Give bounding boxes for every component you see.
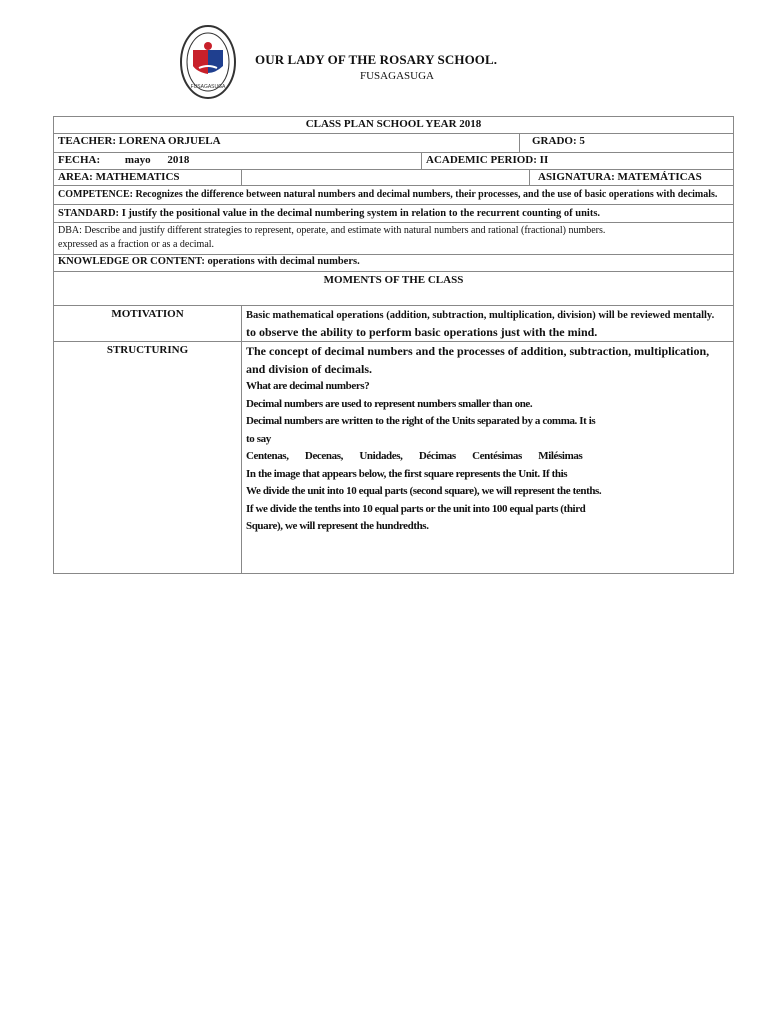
standard-row (53, 205, 734, 223)
structuring-line: In the image that appears below, the first square represents the Unit. If this (246, 467, 568, 480)
class-plan-table (53, 116, 734, 574)
academic-period: ACADEMIC PERIOD: II (421, 153, 733, 169)
motivation-content (241, 306, 733, 341)
structuring-line: Square), we will represent the hundredths. (246, 520, 429, 532)
place-value: Centenas, (246, 450, 289, 462)
area-row (53, 170, 734, 186)
grade: GRADO: 5 (519, 134, 733, 152)
place-value: Décimas (418, 450, 456, 462)
structuring-row (53, 342, 734, 574)
motivation-label: MOTIVATION (111, 308, 184, 320)
place-values-line (246, 448, 729, 466)
structuring-line: The concept of decimal numbers and the processes of addition, subtraction, multiplication, and division of decimals. (246, 344, 710, 376)
dba-line-2: expressed as a fraction or as a decimal. (58, 239, 215, 250)
subject: ASIGNATURA: MATEMÁTICAS (529, 170, 733, 185)
competence-text: : Recognizes the difference between natural numbers and decimal numbers, their processes, and the use of basic operations with decimals. (129, 189, 718, 200)
standard-label: STANDARD: (58, 208, 120, 219)
date-cell (54, 153, 421, 169)
knowledge-row (53, 255, 734, 272)
area: AREA: MATHEMATICS (58, 171, 180, 183)
school-crest-logo (179, 24, 237, 100)
date-year: 2018 (167, 154, 190, 166)
school-name: OUR LADY OF THE ROSARY SCHOOL. (255, 52, 498, 67)
place-value: Unidades, (359, 450, 403, 462)
structuring-line: If we divide the tenths into 10 equal parts or the unit into 100 equal parts (third (246, 502, 586, 515)
motivation-row (53, 306, 734, 342)
school-city: FUSAGASUGA (360, 70, 434, 82)
dba (54, 223, 733, 254)
competence (54, 186, 733, 204)
structuring-line: What are decimal numbers? (246, 380, 370, 392)
plan-title: CLASS PLAN SCHOOL YEAR 2018 (305, 118, 482, 130)
moments-row (53, 272, 734, 306)
structuring-line: Decimal numbers are written to the right of the Units separated by a comma. It is (246, 415, 596, 427)
area-blank-cell (241, 170, 529, 185)
dba-row (53, 223, 734, 255)
place-value: Milésimas (538, 450, 583, 462)
standard (54, 205, 733, 222)
structuring-line: Decimal numbers are used to represent numbers smaller than one. (246, 397, 533, 410)
structuring-line: We divide the unit into 10 equal parts (second square), we will represent the tenths. (246, 485, 602, 497)
knowledge-text: operations with decimal numbers. (204, 256, 360, 267)
knowledge (54, 255, 733, 271)
standard-text: I justify the positional value in the decimal numbering system in relation to the recurrent counting of units. (119, 208, 601, 219)
place-value: Decenas, (304, 450, 343, 462)
teacher-name: TEACHER: LORENA ORJUELA (58, 135, 221, 147)
moments-title: MOMENTS OF THE CLASS (323, 274, 464, 286)
structuring-label: STRUCTURING (106, 344, 189, 356)
place-value: Centésimas (472, 450, 522, 462)
dba-line-1: DBA: Describe and justify different strategies to represent, operate, and estimate with natural numbers and rational (fractional) numbers. (58, 225, 606, 236)
page-header (0, 0, 768, 110)
date-label: FECHA: (58, 154, 101, 166)
teacher-row (53, 134, 734, 153)
motivation-line-1: Basic mathematical operations (addition, subtraction, multiplication, division) will be reviewed mentally. (246, 310, 715, 321)
structuring-line: to say (246, 432, 271, 445)
plan-title-row (53, 116, 734, 134)
structuring-content (241, 342, 733, 573)
date-row (53, 153, 734, 170)
motivation-line-2: to observe the ability to perform basic operations just with the mind. (246, 325, 598, 339)
date-month: mayo (124, 154, 151, 166)
competence-row (53, 186, 734, 205)
knowledge-label: KNOWLEDGE OR CONTENT: (58, 256, 205, 267)
competence-label: COMPETENCE (58, 189, 130, 200)
logo-city-text: FUSAGASUGA (190, 84, 226, 90)
